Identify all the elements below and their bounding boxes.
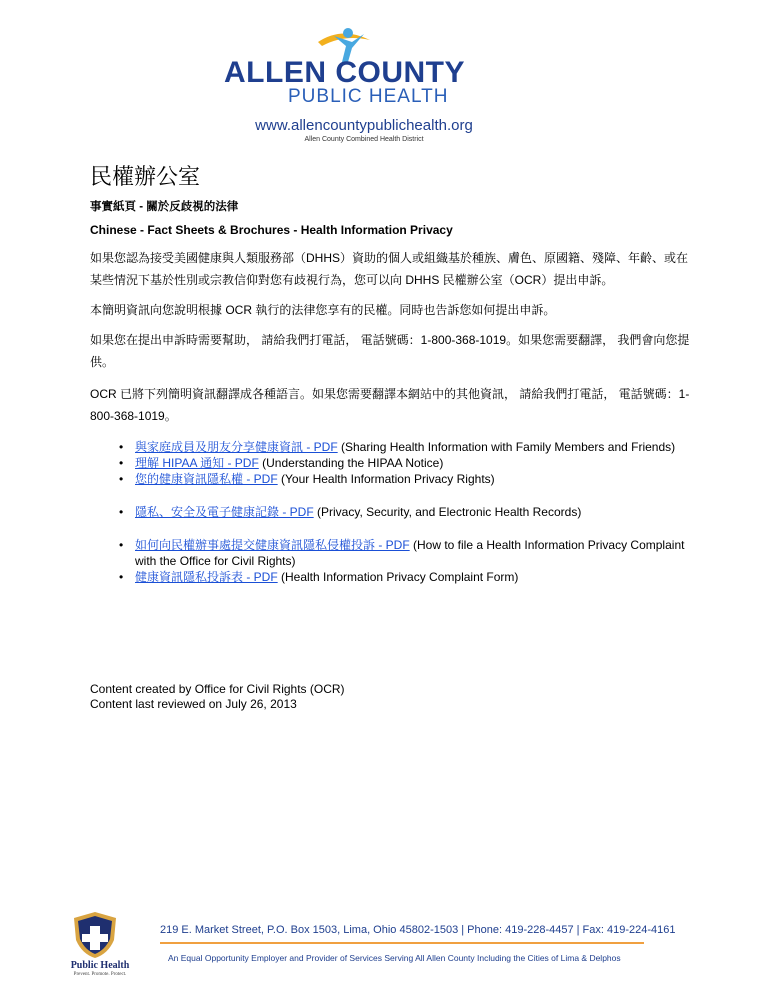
subtitle-english: Chinese - Fact Sheets & Brochures - Health Information Privacy [90, 223, 453, 237]
content-credits [90, 682, 345, 712]
logo-wordmark: ALLEN COUNTY [224, 56, 465, 89]
list-item [135, 439, 690, 455]
link-complaint-form-pdf[interactable]: 健康資訊隱私投訴表 - PDF [135, 570, 278, 584]
paragraph-help: 如果您在提出申訴時需要幫助， 請給我們打電話， 電話號碼：1-800-368-1019。如果您需要翻譯， 我們會向您提供。 [90, 333, 690, 369]
link-privacy-security-ehr-pdf[interactable]: 隱私、安全及電子健康記錄 - PDF [135, 505, 314, 519]
link-description: (Your Health Information Privacy Rights) [277, 472, 495, 486]
main-content [90, 160, 690, 585]
footer-divider [160, 942, 644, 944]
link-description: (How to file a Health Information Privacy Complaint with the Office for Civil Rights) [135, 538, 685, 568]
footer-eeo-statement: An Equal Opportunity Employer and Provider of Services Serving All Allen County Including the Cities of Lima & Delphos [168, 953, 621, 963]
link-description: (Understanding the HIPAA Notice) [258, 456, 444, 470]
list-item [135, 504, 690, 520]
website-link[interactable]: www.allencountypublichealth.org [255, 117, 473, 134]
public-health-brand: Public Health [70, 960, 130, 971]
link-sharing-health-info-pdf[interactable]: 與家庭成員及朋友分享健康資訊 - PDF [135, 440, 338, 454]
public-health-tagline: Prevent. Promote. Protect. [73, 972, 127, 977]
credit-last-reviewed: Content last reviewed on July 26, 2013 [90, 697, 297, 711]
link-description: (Health Information Privacy Complaint Form) [277, 570, 519, 584]
link-description: (Sharing Health Information with Family Members and Friends) [337, 440, 676, 454]
district-name: Allen County Combined Health District [304, 136, 424, 143]
public-health-shield-icon [70, 910, 120, 960]
link-description: (Privacy, Security, and Electronic Health Records) [313, 505, 582, 519]
link-hipaa-notice-pdf[interactable]: 理解 HIPAA 通知 - PDF [135, 456, 259, 470]
list-item [135, 471, 690, 487]
logo-subtitle: PUBLIC HEALTH [288, 86, 449, 107]
list-item [135, 537, 690, 569]
credit-created-by: Content created by Office for Civil Rights (OCR) [90, 682, 345, 696]
list-item [135, 455, 690, 471]
link-file-complaint-pdf[interactable]: 如何向民權辦事處提交健康資訊隱私侵權投訴 - PDF [135, 538, 410, 552]
paragraph-intro: 如果您認為接受美國健康與人類服務部（DHHS）資助的個人或組織基於種族、膚色、原國籍、殘障、年齡、或在某些情況下基於性別或宗教信仰對您有歧視行為，您可以向 DHHS 民權辦公室（OCR）提出申訴。 [90, 251, 689, 287]
paragraph-translations: OCR 已將下列簡明資訊翻譯成各種語言。如果您需要翻譯本網站中的其他資訊， 請給我們打電話， 電話號碼：1-800-368-1019。 [90, 387, 690, 423]
list-item [135, 569, 690, 585]
link-privacy-rights-pdf[interactable]: 您的健康資訊隱私權 - PDF [135, 472, 278, 486]
subtitle-chinese: 事實紙頁 - 關於反歧視的法律 [90, 201, 239, 213]
footer-address: 219 E. Market Street, P.O. Box 1503, Lima, Ohio 45802-1503 | Phone: 419-228-4457 | Fax: 419-224-4161 [160, 924, 676, 936]
page-title: 民權辦公室 [90, 164, 201, 189]
document-link-list [90, 439, 690, 585]
paragraph-rights: 本簡明資訊向您說明根據 OCR 執行的法律您享有的民權。同時也告訴您如何提出申訴。 [90, 303, 556, 317]
